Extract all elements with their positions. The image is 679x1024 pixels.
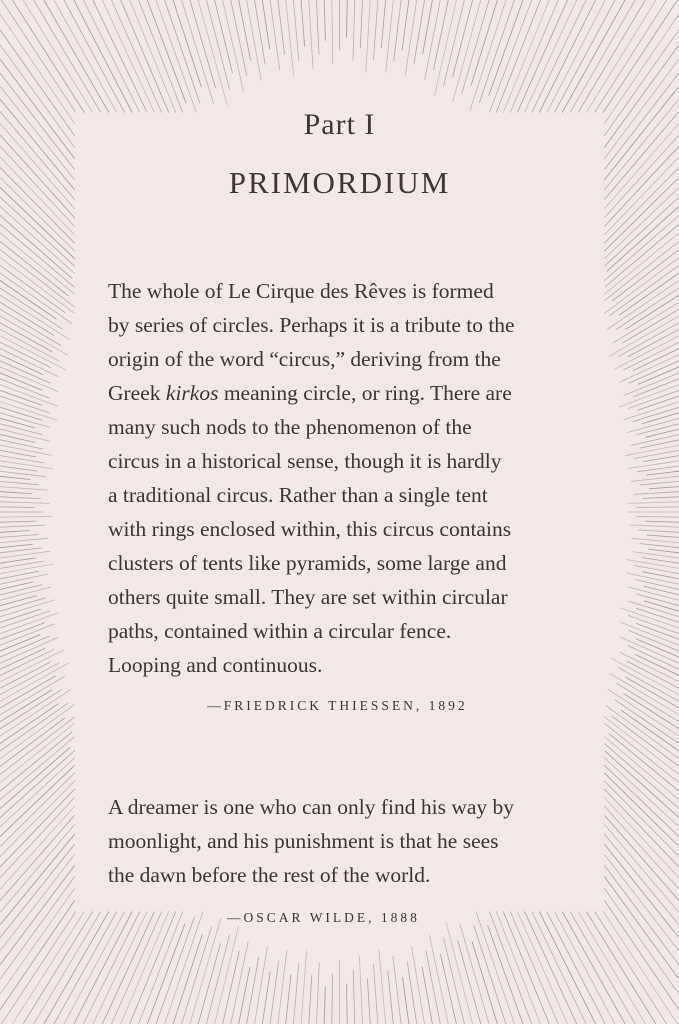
epigraph-line: origin of the word “circus,” deriving from the xyxy=(108,347,501,371)
epigraph-wilde xyxy=(108,790,578,892)
epigraph-line: the dawn before the rest of the world. xyxy=(108,863,431,887)
epigraph-line: The whole of Le Cirque des Rêves is formed xyxy=(108,279,494,303)
epigraph-line: circus in a historical sense, though it is hardly xyxy=(108,449,502,473)
epigraph-line xyxy=(108,376,578,410)
epigraph-line: clusters of tents like pyramids, some large and xyxy=(108,551,507,575)
epigraph-line: moonlight, and his punishment is that he sees xyxy=(108,829,499,853)
epigraph-line: paths, contained within a circular fence. xyxy=(108,619,452,643)
attribution-thiessen: —FRIEDRICK THIESSEN, 1892 xyxy=(207,698,468,713)
epigraph-line: a traditional circus. Rather than a single tent xyxy=(108,483,488,507)
part-label: Part I xyxy=(303,108,376,141)
epigraph-italic-term: kirkos xyxy=(165,381,219,405)
part-title: PRIMORDIUM xyxy=(228,165,451,200)
epigraph-text: Greek xyxy=(108,381,166,405)
epigraph-line: A dreamer is one who can only find his way by xyxy=(108,795,515,819)
attribution-wilde: —OSCAR WILDE, 1888 xyxy=(227,910,420,925)
epigraph-line: with rings enclosed within, this circus contains xyxy=(108,517,512,541)
epigraph-thiessen xyxy=(108,274,578,682)
epigraph-line: many such nods to the phenomenon of the xyxy=(108,415,472,439)
epigraph-text: meaning circle, or ring. There are xyxy=(218,381,512,405)
epigraph-line: Looping and continuous. xyxy=(108,653,323,677)
epigraph-line: by series of circles. Perhaps it is a tribute to the xyxy=(108,313,515,337)
epigraph-line: others quite small. They are set within circular xyxy=(108,585,508,609)
